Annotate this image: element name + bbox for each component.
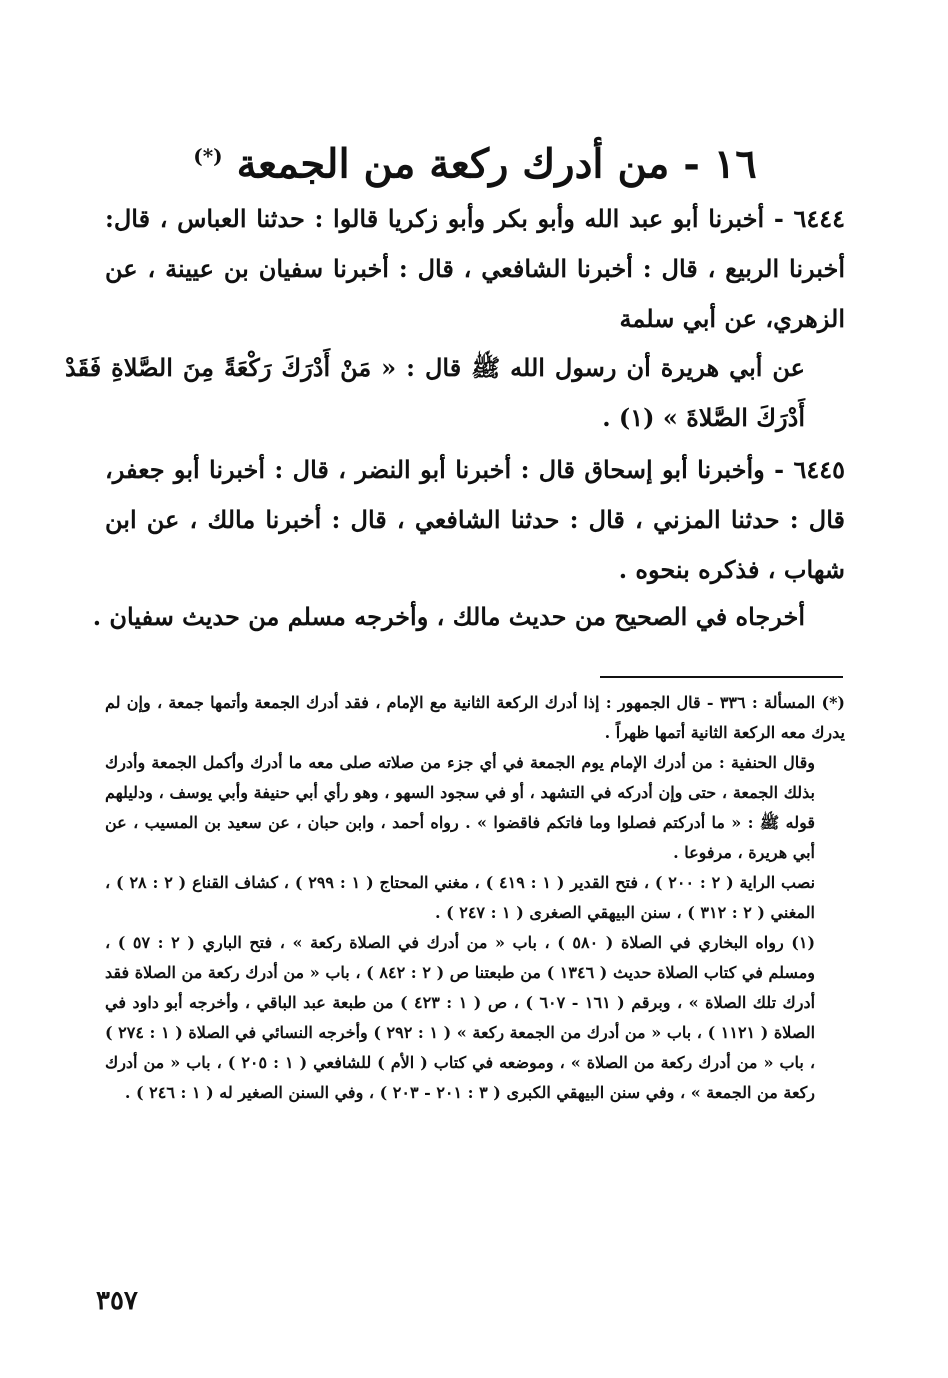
footnote-references: نصب الراية ( ٢ : ٢٠٠ ) ، فتح القدير ( ١ : ٤١٩ ) ، مغني المحتاج ( ١ : ٢٩٩ ) ، كشاف القناع ( ٢ : ٢٨ ) ، المغني ( ٢ : ٣١٢ ) ، سنن البيهقي الصغرى ( ١ : ٢٤٧ ) . [105,873,816,922]
hadith-paragraph-6445: ٦٤٤٥ - وأخبرنا أبو إسحاق قال : أخبرنا أبو النضر ، قال : أخبرنا أبو جعفر، قال : حدثنا المزني ، قال : حدثنا الشافعي ، قال : أخبرنا مالك ، عن ابن شهاب ، فذكره بنحوه . [105,455,845,584]
footnotes [105,688,845,1108]
footnote-divider [600,676,843,678]
footnote-issue: (*) المسألة : ٣٣٦ - قال الجمهور : إذا أدرك الركعة الثانية مع الإمام ، فقد أدرك الجمعة وأتمها جمعة ، وإن لم يدرك معه الركعة الثانية أتمها ظهراً . [105,693,846,742]
hadith-paragraph-6444: ٦٤٤٤ - أخبرنا أبو عبد الله وأبو بكر وأبو زكريا قالوا : حدثنا العباس ، قال: أخبرنا الربيع ، قال : أخبرنا الشافعي ، قال : أخبرنا سفيان بن عيينة ، عن الزهري، عن أبي سلمة [105,204,846,333]
footnote-marker: (*) [193,144,223,168]
page-number: ٣٥٧ [96,1286,138,1316]
takhrij-paragraph: أخرجاه في الصحيح من حديث مالك ، وأخرجه مسلم من حديث سفيان . [92,602,805,631]
hadith-text-paragraph: عن أبي هريرة أن رسول الله ﷺ قال : « مَنْ أَدْرَكَ رَكْعَةً مِنَ الصَّلاةِ فَقَدْ أَدْرَكَ الصَّلاةَ » (١) . [65,353,805,432]
footnote-hanafi: وقال الحنفية : من أدرك الإمام يوم الجمعة في أي جزء من صلاته صلى معه ما أدرك وأكمل الجمعة وأدرك بذلك الجمعة ، حتى وإن أدركه في التشهد ، أو في سجود السهو ، وهو رأي أبي حنيفة وأبي يوسف ، ودليلهم قوله ﷺ : « ما أدركتم فصلوا وما فاتكم فاقضوا » . رواه أحمد ، وابن حبان ، عن سعيد بن المسيب ، عن أبي هريرة ، مرفوعا . [105,753,815,862]
section-heading [150,128,800,192]
footnote-1: (١) رواه البخاري في الصلاة ( ٥٨٠ ) ، باب « من أدرك في الصلاة ركعة » ، فتح الباري ( ٢ : ٥٧ ) ، ومسلم في كتاب الصلاة حديث ( ١٣٤٦ ) من طبعتنا ص ( ٢ : ٨٤٢ ) ، باب « من أدرك ركعة من الصلاة فقد أدرك تلك الصلاة » ، وبرقم ( ١٦١ - ٦٠٧ ) ، ص ( ١ : ٤٢٣ ) من طبعة عبد الباقي ، وأخرجه أبو داود في الصلاة ( ١١٢١ ) ، باب « من أدرك من الجمعة ركعة » ( ١ : ٢٩٢ ) وأخرجه النسائي في الصلاة ( ١ : ٢٧٤ ) ، باب « من أدرك ركعة من الصلاة » ، وموضعه في كتاب ( الأم ) للشافعي ( ١ : ٢٠٥ ) ، باب « من أدرك ركعة من الجمعة » ، وفي سنن البيهقي الكبرى ( ٣ : ٢٠١ - ٢٠٣ ) ، وفي السنن الصغير له ( ١ : ٢٤٦ ) . [105,933,816,1102]
section-heading-text: ١٦ - من أدرك ركعة من الجمعة [236,140,757,188]
